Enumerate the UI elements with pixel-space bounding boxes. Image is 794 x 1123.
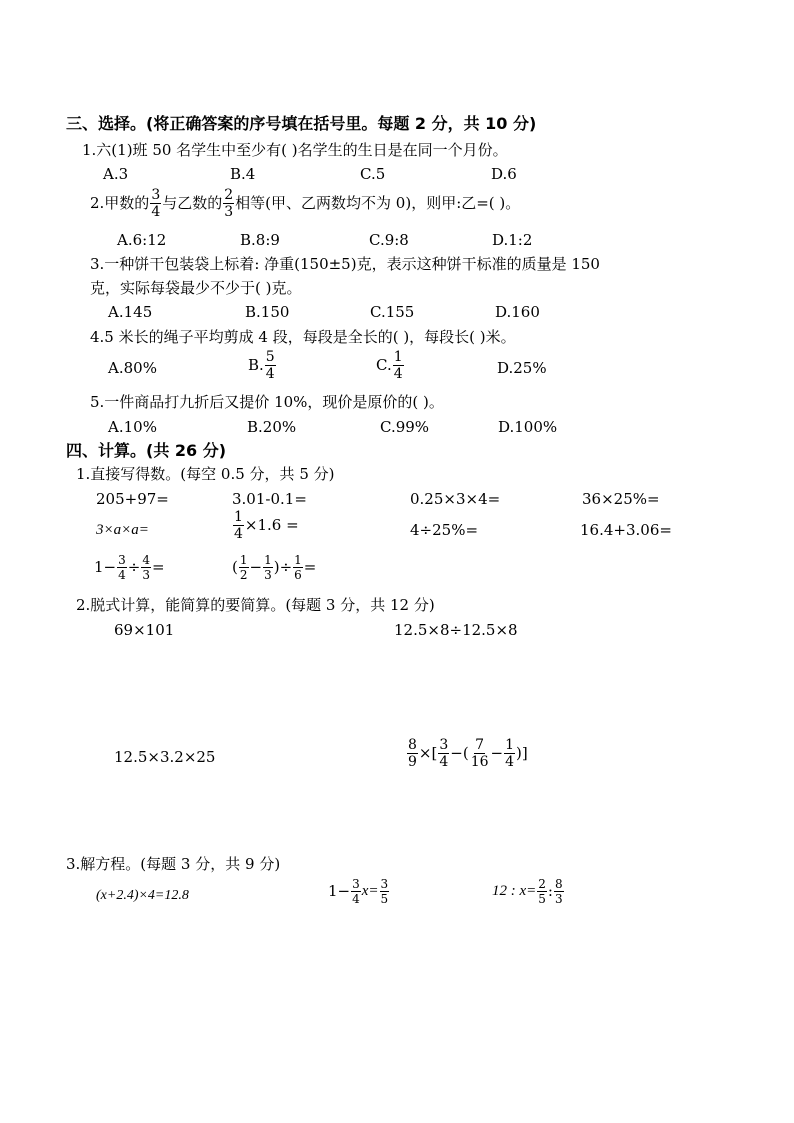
q1-option-d: D.6 — [491, 165, 517, 183]
q4-text: 4.5 米长的绳子平均剪成 4 段，每段是全长的( )，每段长( )米。 — [90, 328, 516, 346]
calc-9-fraction-1: $\frac{3}{4}$ — [118, 553, 126, 582]
q1-option-c: C.5 — [360, 165, 386, 183]
expr-4-fraction-2: 3 4 — [439, 737, 449, 770]
section3-heading: 三、选择。(将正确答案的序号填在括号里。每题 2 分，共 10 分) — [66, 114, 537, 133]
calc-9-fraction-2: $\frac{4}{3}$ — [142, 553, 150, 582]
q2-option-a: A.6:12 — [117, 231, 167, 249]
section4-heading: 四、计算。(共 26 分) — [66, 441, 227, 460]
q2-text — [90, 188, 520, 219]
calc-3: 0.25×3×4= — [410, 490, 501, 508]
q5-option-c: C.99% — [380, 418, 430, 436]
equation-1: (x+2.4)×4=12.8 — [96, 888, 189, 903]
calc-10-fraction-3: $\frac{1}{6}$ — [294, 553, 302, 582]
q5-option-d: D.100% — [498, 418, 558, 436]
expr-3: 12.5×3.2×25 — [114, 748, 216, 766]
calc-10: ( 1 2 − $\frac{1}{3}$ )÷ $\frac{1}{6}$ = — [232, 553, 317, 582]
q3-option-a: A.145 — [108, 303, 153, 321]
q4-option-d: D.25% — [497, 359, 547, 377]
calc-10-fraction-1: 1 2 — [239, 553, 248, 582]
calc-4: 36×25%= — [582, 490, 660, 508]
equation-2: 1− $\frac{3}{4}$ x= $\frac{3}{5}$ — [328, 877, 389, 906]
q2-fraction-2: 2 3 — [224, 187, 234, 220]
q2-option-b: B.8:9 — [240, 231, 280, 249]
q3-option-c: C.155 — [370, 303, 415, 321]
expr-4-fraction-4: $\frac{1}{4}$ — [505, 737, 515, 770]
calc-6-fraction: $\frac{1}{4}$ — [234, 509, 243, 542]
expr-4: $\frac{8}{9}$ ×[ 3 4 −( 7 16 − $\frac{1}{4}$ )] — [408, 737, 528, 770]
equation-3: 12 : x= $\frac{2}{5}$ : 8 3 — [492, 877, 563, 906]
q4-option-c-fraction: 1 4 — [393, 349, 403, 382]
calc-5: 3×a×a= — [96, 522, 149, 538]
expr-1: 69×101 — [114, 621, 175, 639]
q1-option-a: A.3 — [103, 165, 129, 183]
q4-option-b-fraction: 5 4 — [265, 349, 275, 382]
part3-title: 3.解方程。(每题 3 分，共 9 分) — [66, 855, 281, 873]
calc-7: 4÷25%= — [410, 521, 479, 539]
q2-option-c: C.9:8 — [369, 231, 409, 249]
expr-4-fraction-1: $\frac{8}{9}$ — [408, 737, 417, 770]
equation-2-fraction-2: $\frac{3}{5}$ — [380, 877, 389, 906]
calc-9: 1− $\frac{3}{4}$ ÷ $\frac{4}{3}$ = — [94, 553, 165, 582]
q3-line2: 克，实际每袋最少不少于( )克。 — [90, 279, 302, 297]
equation-3-fraction-1: $\frac{2}{5}$ — [538, 877, 546, 906]
q3-option-b: B.150 — [245, 303, 290, 321]
calc-1: 205+97= — [96, 490, 169, 508]
q1-text: 1.六(1)班 50 名学生中至少有( )名学生的生日是在同一个月份。 — [82, 141, 508, 159]
expr-2: 12.5×8÷12.5×8 — [394, 621, 518, 639]
expr-4-fraction-3: 7 16 — [470, 737, 489, 770]
q2-mid: 与乙数的 — [162, 194, 223, 212]
q4-option-b: B. 5 4 — [248, 349, 275, 382]
q5-option-a: A.10% — [108, 418, 157, 436]
q2-option-d: D.1:2 — [492, 231, 533, 249]
q3-line1: 3.一种饼干包装袋上标着: 净重(150±5)克，表示这种饼干标准的质量是 150 — [90, 255, 600, 273]
calc-6: $\frac{1}{4}$ ×1.6 = — [234, 509, 299, 542]
q4-option-a: A.80% — [108, 359, 157, 377]
calc-10-fraction-2: $\frac{1}{3}$ — [264, 553, 272, 582]
equation-3-fraction-2: 8 3 — [554, 877, 563, 906]
q4-option-c: C. 1 4 — [376, 349, 403, 382]
q2-lead: 2.甲数的 — [90, 194, 150, 212]
calc-2: 3.01-0.1= — [232, 490, 307, 508]
calc-8: 16.4+3.06= — [580, 521, 672, 539]
equation-2-fraction-1: $\frac{3}{4}$ — [352, 877, 360, 906]
q3-option-d: D.160 — [495, 303, 540, 321]
part2-title: 2.脱式计算，能简算的要简算。(每题 3 分，共 12 分) — [76, 596, 435, 614]
q2-fraction-1: 3 4 — [151, 187, 161, 220]
q2-tail: 相等(甲、乙两数均不为 0)，则甲:乙=( )。 — [235, 194, 521, 212]
part1-title: 1.直接写得数。(每空 0.5 分，共 5 分) — [76, 465, 335, 483]
q1-option-b: B.4 — [230, 165, 256, 183]
q5-option-b: B.20% — [247, 418, 297, 436]
q5-text: 5.一件商品打九折后又提价 10%，现价是原价的( )。 — [90, 393, 444, 411]
